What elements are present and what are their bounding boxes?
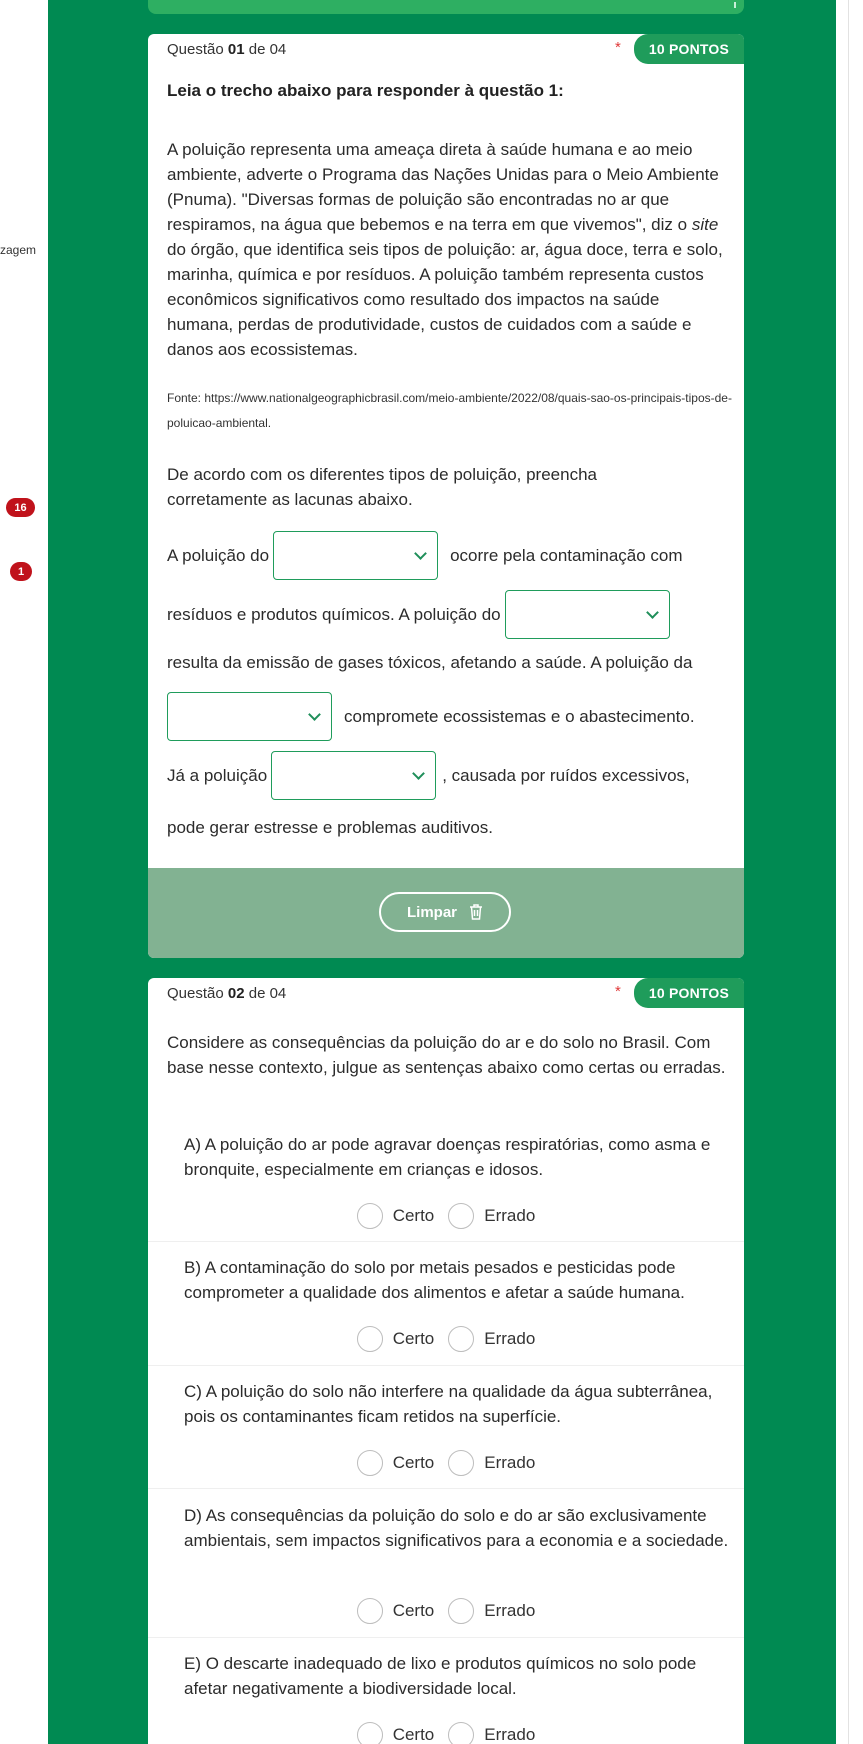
answer-options	[148, 1326, 744, 1352]
answer-options	[148, 1450, 744, 1476]
answer-options	[148, 1722, 744, 1744]
instruction: De acordo com os diferentes tipos de poluição, preencha corretamente as lacunas abaixo.	[167, 465, 597, 509]
statement: B) A contaminação do solo por metais pesados e pesticidas pode comprometer a qualidade dos alimentos e afetar a saúde humana.	[184, 1258, 685, 1302]
notification-badge: 1	[10, 562, 32, 581]
statement: A) A poluição do ar pode agravar doenças respiratórias, como asma e bronquite, especialmente em crianças e idosos.	[184, 1135, 711, 1179]
points-badge: 10 PONTOS	[634, 978, 744, 1008]
question-prompt: Considere as consequências da poluição do ar e do solo no Brasil. Com base nesse contexto, julgue as sentenças abaixo como certas ou erradas.	[167, 1033, 726, 1077]
radio-circle-icon[interactable]	[357, 1598, 383, 1624]
option-certo[interactable]: Certo	[357, 1598, 435, 1624]
radio-circle-icon[interactable]	[448, 1598, 474, 1624]
radio-circle-icon[interactable]	[448, 1450, 474, 1476]
radio-circle-icon[interactable]	[448, 1326, 474, 1352]
option-errado[interactable]: Errado	[448, 1722, 535, 1744]
answer-options	[148, 1203, 744, 1229]
chevron-down-icon	[412, 767, 425, 780]
scrollbar-track[interactable]	[848, 0, 849, 1744]
option-certo[interactable]: Certo	[357, 1450, 435, 1476]
option-certo[interactable]: Certo	[357, 1326, 435, 1352]
points-badge: 10 PONTOS	[634, 34, 744, 64]
question-number: 02	[227, 985, 245, 1002]
option-certo[interactable]: Certo	[357, 1203, 435, 1229]
question-number: 01	[227, 41, 245, 58]
question-label: Questão 01 de 04	[167, 41, 287, 58]
fill-line: Já a poluição , causada por ruídos excessivos,	[167, 751, 732, 800]
radio-circle-icon[interactable]	[357, 1722, 383, 1744]
question-label: Questão 02 de 04	[167, 985, 287, 1002]
scrollbar[interactable]	[836, 0, 863, 1744]
blank-dropdown-3[interactable]	[167, 692, 332, 741]
radio-circle-icon[interactable]	[357, 1326, 383, 1352]
fill-line: pode gerar estresse e problemas auditivos.	[167, 818, 494, 837]
question-card-2	[148, 978, 744, 1744]
card-footer	[148, 868, 744, 958]
option-certo[interactable]: Certo	[357, 1722, 435, 1744]
divider	[148, 1488, 744, 1489]
passage: A poluição representa uma ameaça direta à saúde humana e ao meio ambiente, adverte o Programa das Nações Unidas para o Meio Ambiente (Pnuma). "Diversas formas de poluição são encontradas no ar que respiramos, na água que bebemos e na terra em que vivemos", diz o site do órgão, que identifica seis tipos de poluição: ar, água doce, terra e solo, marinha, química e por resíduos. A poluição também representa custos econômicos significativos como resultado dos impactos na saúde humana, perdas de produtividade, custos de cuidados com a saúde e danos aos ecossistemas.	[167, 140, 723, 359]
fill-line: compromete ecossistemas e o abastecimento.	[167, 692, 732, 741]
previous-card-footer	[148, 0, 744, 14]
fill-line: resíduos e produtos químicos. A poluição do	[167, 590, 732, 639]
trash-icon	[469, 904, 483, 920]
source-citation: Fonte: https://www.nationalgeographicbrasil.com/meio-ambiente/2022/08/quais-sao-os-principais-tipos-de-poluicao-ambiental.	[167, 391, 732, 430]
left-gutter	[0, 0, 48, 1744]
statement: E) O descarte inadequado de lixo e produtos químicos no solo pode afetar negativamente a biodiversidade local.	[184, 1654, 697, 1698]
blank-dropdown-4[interactable]	[271, 751, 436, 800]
divider	[148, 1241, 744, 1242]
statement: C) A poluição do solo não interfere na qualidade da água subterrânea, pois os contaminantes ficam retidos na superfície.	[184, 1382, 713, 1426]
option-errado[interactable]: Errado	[448, 1326, 535, 1352]
answer-options	[148, 1598, 744, 1624]
divider	[148, 1365, 744, 1366]
option-errado[interactable]: Errado	[448, 1450, 535, 1476]
blank-dropdown-1[interactable]	[273, 531, 438, 580]
clear-button[interactable]: Limpar	[379, 892, 511, 932]
required-marker: *	[615, 39, 621, 56]
fill-line: A poluição do ocorre pela contaminação com	[167, 531, 732, 580]
statement: D) As consequências da poluição do solo e do ar são exclusivamente ambientais, sem impactos significativos para a economia e a sociedade.	[184, 1506, 729, 1550]
question-header	[148, 978, 744, 1010]
blank-dropdown-2[interactable]	[505, 590, 670, 639]
question-heading: Leia o trecho abaixo para responder à questão 1:	[167, 81, 564, 100]
chevron-down-icon	[414, 547, 427, 560]
radio-circle-icon[interactable]	[448, 1722, 474, 1744]
required-marker: *	[615, 983, 621, 1000]
question-card-1	[148, 34, 744, 958]
notification-badge: 16	[6, 498, 35, 517]
question-header	[148, 34, 744, 66]
radio-circle-icon[interactable]	[448, 1203, 474, 1229]
radio-circle-icon[interactable]	[357, 1203, 383, 1229]
radio-circle-icon[interactable]	[357, 1450, 383, 1476]
option-errado[interactable]: Errado	[448, 1598, 535, 1624]
divider	[148, 1637, 744, 1638]
fill-line: resulta da emissão de gases tóxicos, afetando a saúde. A poluição da	[167, 653, 693, 672]
chevron-down-icon	[646, 606, 659, 619]
side-nav-label[interactable]: zagem	[0, 243, 37, 257]
option-errado[interactable]: Errado	[448, 1203, 535, 1229]
chevron-down-icon	[308, 708, 321, 721]
